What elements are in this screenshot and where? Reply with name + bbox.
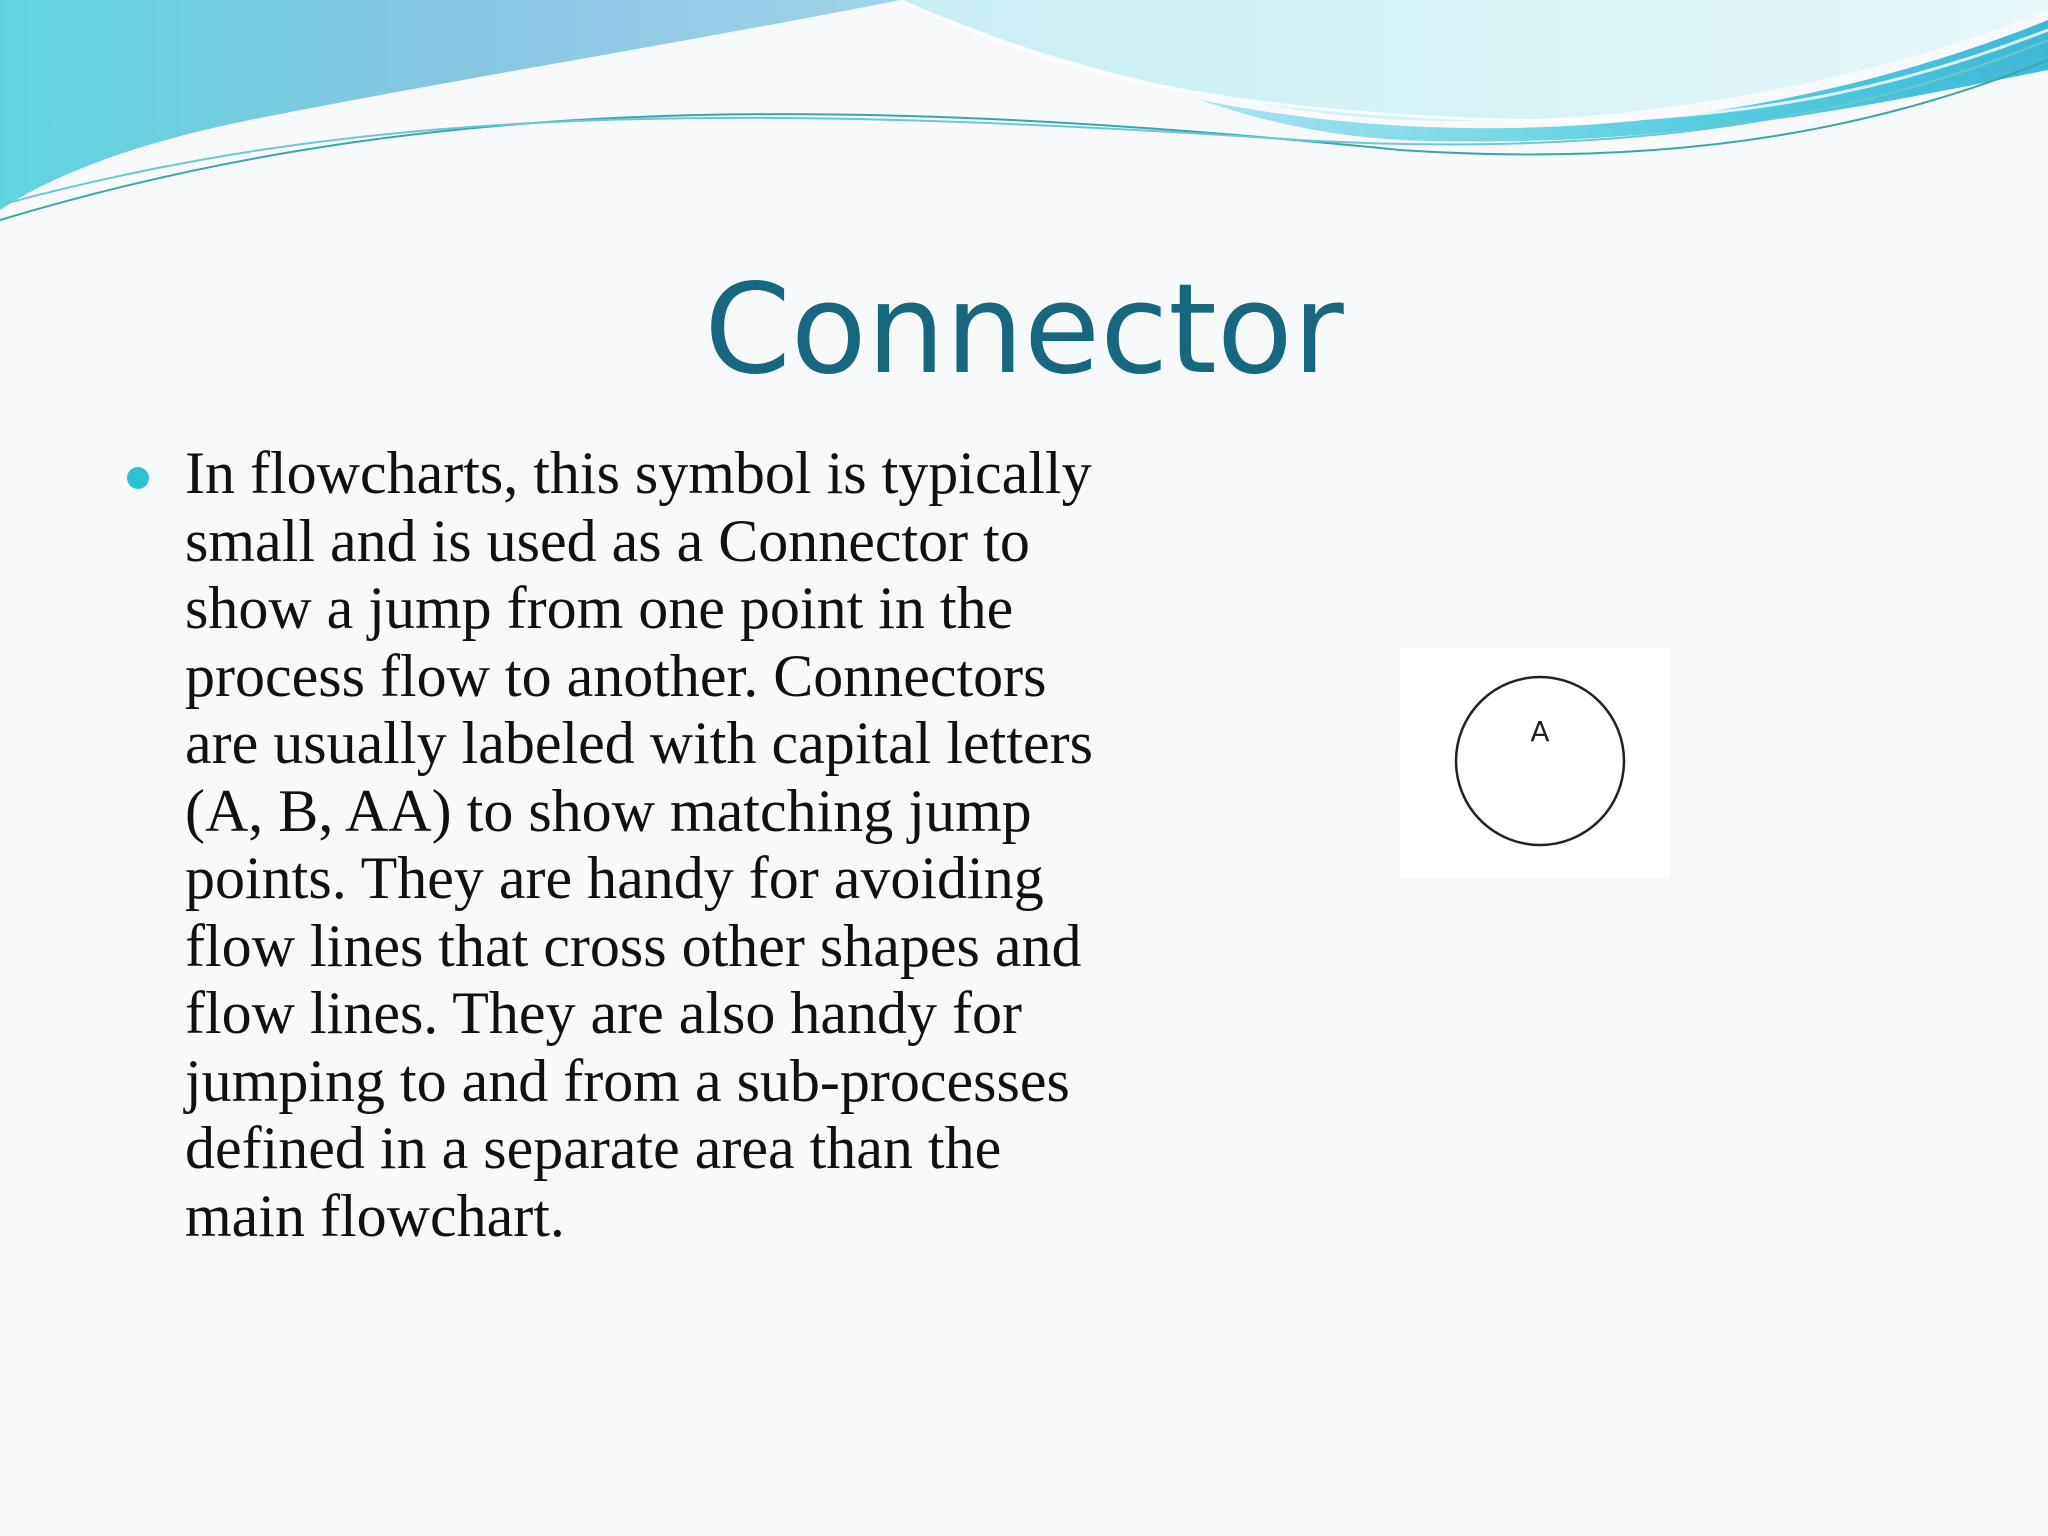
connector-symbol-image [1400, 648, 1670, 878]
bullet-list [125, 440, 1105, 1250]
slide-title: Connector [704, 258, 1344, 402]
connector-label: A [1530, 715, 1550, 748]
bullet-dot-icon [127, 467, 149, 489]
bullet-item [125, 440, 1105, 1250]
bullet-text: In flowcharts, this symbol is typically small and is used as a Connector to show a jump from one point in the process flow to another. Connectors are usually labeled with capital letters (A, B, AA) to show matching jump points. They are handy for avoiding flow lines that cross other shapes and flow lines. They are also handy for jumping to and from a sub-processes defined in a separate area than the main flowchart. [185, 440, 1093, 1249]
connector-circle-icon [1400, 648, 1670, 878]
wave-banner-decoration [0, 0, 2048, 240]
